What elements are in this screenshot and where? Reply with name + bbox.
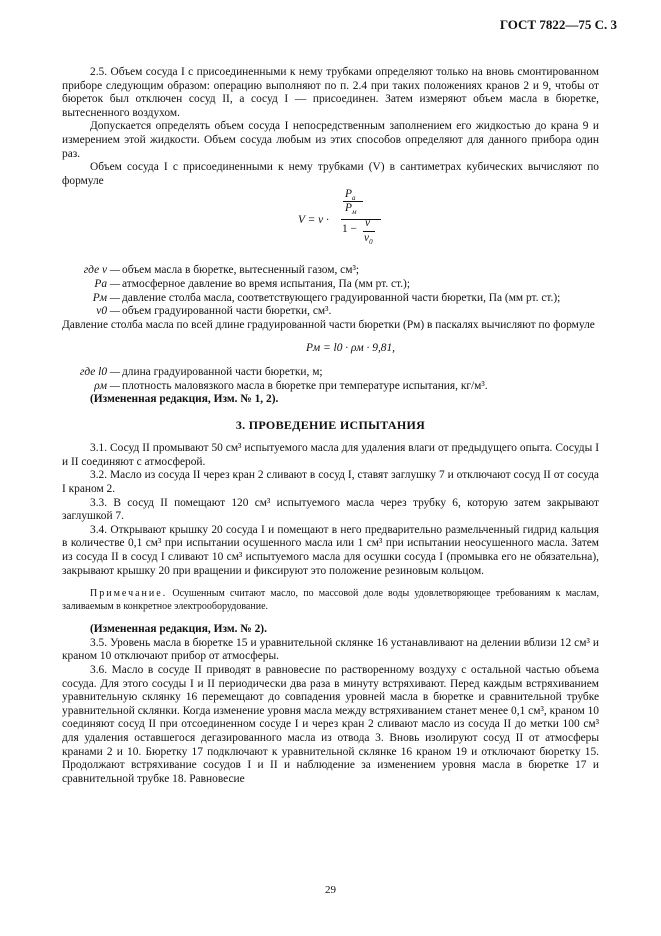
formula-main-line [341,219,381,220]
paragraph-3-5: 3.5. Уровень масла в бюретке 15 и уравнительной склянке 16 устанавливают на делении вблизи 12 см³ и краном 10 отключают прибор от атмосферы. [62,636,599,663]
formula-pa: $P_a$ [345,188,356,203]
paragraph-3-4: 3.4. Открывают крышку 20 сосуда I и помещают в него предварительно размельченный гидрид кальция в количестве 0,1 см³ при испытании осушенного масла или 1 см³ при испытании неосушенного масла. Затем из сосуда II в сосуд I сливают 10 см³ испытуемого масла для осушки сосуда I (промывка его не обязательна), закрывают крышку 20 при вращении и фиксируют это положение резиновым кольцом. [62,523,599,577]
definition-item: ρм — плотность маловязкого масла в бюретке при температуре испытания, кг/м³. [94,379,488,392]
paragraph-3-6: 3.6. Масло в сосуде II приводят в равновесие по растворенному воздуху с остальной частью объема сосуда. Для этого сосуды I и II периодически два раза в минуту встряхивают. Перед каждым встряхиванием уравнительную склянку 16 перемещают до совпадения уровней масла в бюретке и сравнительной трубке уравнительной склянки. Когда изменение уровня масла между встряхиванием станет менее 0,1 см³, краном 10 соединяют сосуд II при отсоединенном сосуде I и через кран 2 сливают масло из сосуда II до метки 100 см³ для удаления оставшегося дегазированного масла из отвода 3. Вновь изолируют сосуд II от атмосферы кранами 2 и 10. Бюретку 17 подключают к уравнительной склянке 16 краном 19 и отключают бюретку 15. Продолжают встряхивание сосудов I и II и наблюдение за изменением уровня масла в бюретке 17 и сравнительной трубке 18. Равновесие [62,664,599,785]
document-header: ГОСТ 7822—75 С. 3 [499,17,617,32]
paragraph-2-5: 2.5. Объем сосуда I с присоединенными к нему трубками определяют только на вновь смонтированном приборе следующим образом: операцию выполняют по п. 2.4 при таких положениях кранов 2 и 9, чтобы от бюреток был отключен сосуд II, а сосуд I — присоединен. Затем измеряют объем масла в бюретке, вытесненного воздухом. [62,66,599,119]
definition-item: где l0 — длина градуированной части бюретки, м; [79,365,323,378]
definition-item: где v — объем масла в бюретке, вытесненный газом, см³; [83,264,360,277]
pressure-formula: Pм = l0 · ρм · 9,81, [305,342,396,355]
page-number: 29 [325,884,336,896]
formula-lhs: V = v · [298,214,329,227]
note-text: Осушенным считают масло, по массовой доле воды удовлетворяющее требованиям к маслам, заливаемым в конкретное электрооборудование. [62,588,600,612]
definitions-list-1 [62,264,599,318]
edit-note-1: (Измененная редакция, Изм. № 1, 2). [90,393,279,406]
formula-denominator: 1 − [342,223,357,236]
note-label: Примечание. [90,588,168,600]
formula-den-v0: $v_0$ [364,232,373,247]
definition-item: Pa — атмосферное давление во время испытания, Па (мм рт. ст.); [94,277,410,290]
paragraph-3-2: 3.2. Масло из сосуда II через кран 2 сливают в сосуд I, ставят заглушку 7 и отключают сосуд II от сосуда I краном 2. [62,469,599,496]
definition-item: Pм — давление столба масла, соответствующего градуированной части бюретки, Па (мм рт. ст.); [92,291,561,304]
volume-formula [62,188,599,264]
paragraph-3-1: 3.1. Сосуд II промывают 50 см³ испытуемого масла для удаления влаги от предыдущего опыта. Сосуды I и II соединяют с атмосферой. [62,442,599,468]
formula-pm: $P_м$ [345,202,357,217]
paragraph-3-3: 3.3. В сосуд II помещают 120 см³ испытуемого масла через трубку 6, которую затем закрывают заглушкой 7. [62,496,599,523]
note [62,588,599,613]
section-title-3: 3. ПРОВЕДЕНИЕ ИСПЫТАНИЯ [235,417,426,432]
formula-den-v: v [365,217,371,230]
paragraph-volume-formula-intro: Объем сосуда I с присоединенными к нему трубками (V) в сантиметрах кубических вычисляют по формуле [62,161,599,187]
paragraph-pressure-intro: Давление столба масла по всей длине градуированной части бюретки (Pм) в паскалях вычисляют по формуле [62,318,595,331]
paragraph-allow: Допускается определять объем сосуда I непосредственным заполнением его жидкостью до крана 9 и измерением этой жидкости. Объем сосуда любым из этих способов определяют для данного прибора один раз. [62,120,599,160]
definitions-list-2 [62,366,599,393]
document-body [62,66,599,786]
definition-item: v0 — объем градуированной части бюретки, см³. [96,305,332,318]
edit-note-2: (Измененная редакция, Изм. № 2). [90,623,267,636]
